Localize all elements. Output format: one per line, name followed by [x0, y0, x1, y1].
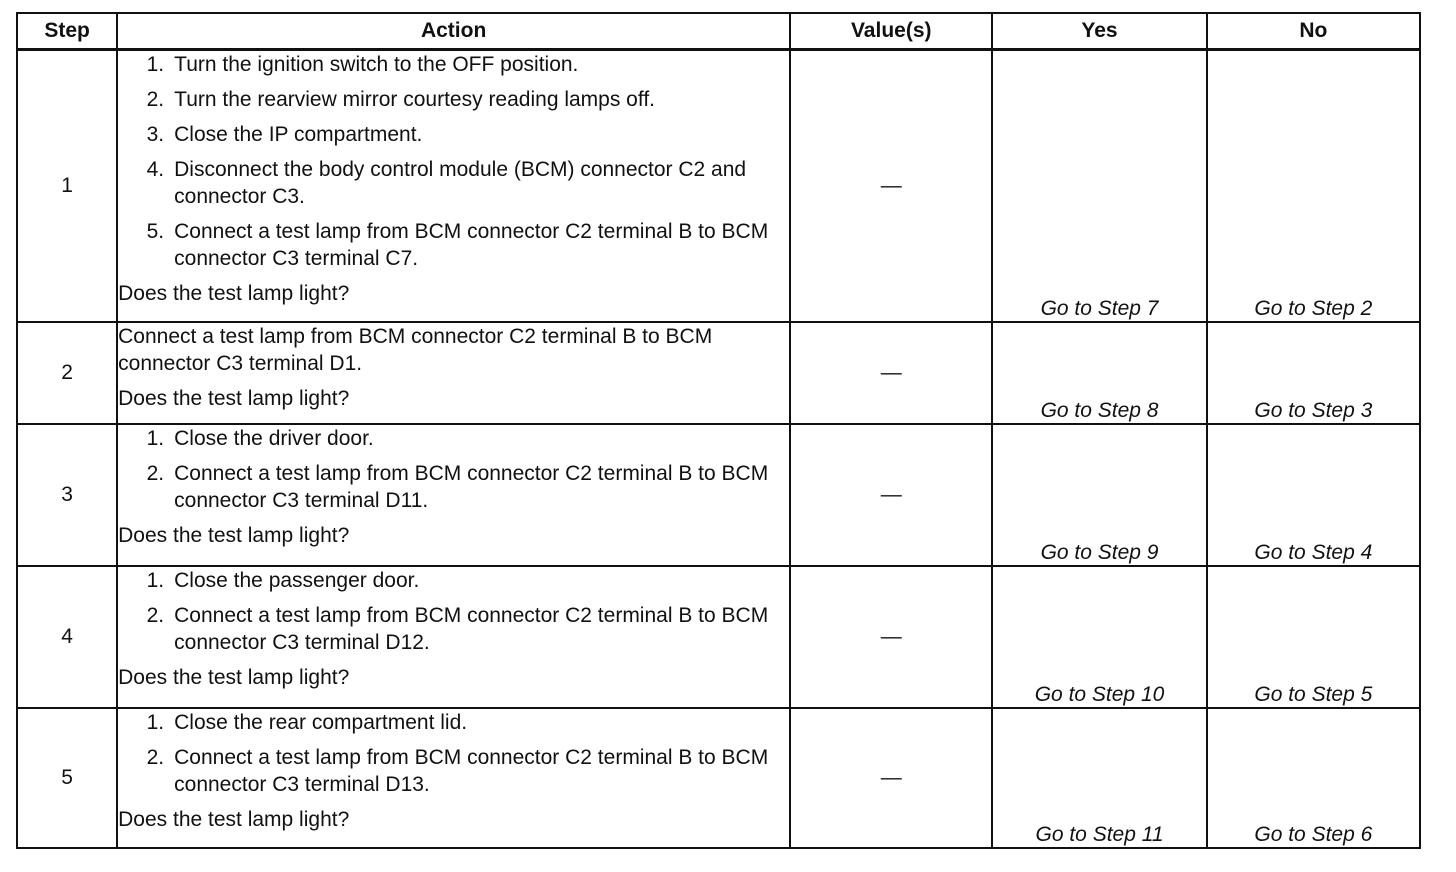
yes-link: Go to Step 10: [992, 566, 1206, 708]
step-number: 3: [17, 424, 117, 566]
action-item: 1. Close the passenger door.: [146, 569, 420, 592]
action-item: 1. Close the rear compartment lid.: [146, 711, 468, 734]
diagnostic-table: [16, 12, 1421, 849]
action-list: [118, 709, 789, 798]
no-header: No: [1207, 13, 1420, 50]
no-link: Go to Step 6: [1207, 708, 1420, 848]
yes-link: Go to Step 8: [992, 322, 1206, 424]
yes-link: Go to Step 9: [992, 424, 1206, 566]
action-question: Does the test lamp light?: [118, 524, 350, 547]
no-link: Go to Step 5: [1207, 566, 1420, 708]
action-cell: [117, 50, 790, 323]
action-cell: [117, 708, 790, 848]
action-item: 2. Connect a test lamp from BCM connector C2 terminal B to BCM connector C3 terminal D11.: [146, 462, 769, 512]
action-list: [118, 425, 789, 514]
no-link: Go to Step 3: [1207, 322, 1420, 424]
step-number: 5: [17, 708, 117, 848]
action-item: 2. Connect a test lamp from BCM connector C2 terminal B to BCM connector C3 terminal D12.: [146, 604, 769, 654]
action-item: 4. Disconnect the body control module (BCM) connector C2 and connector C3.: [146, 158, 747, 208]
table-row: [17, 708, 1420, 848]
action-item: 5. Connect a test lamp from BCM connector C2 terminal B to BCM connector C3 terminal C7.: [146, 220, 769, 270]
value-cell: —: [790, 424, 992, 566]
action-item: 2. Connect a test lamp from BCM connector C2 terminal B to BCM connector C3 terminal D13.: [146, 746, 769, 796]
action-question: Does the test lamp light?: [118, 808, 350, 831]
values-header: Value(s): [790, 13, 992, 50]
value-cell: —: [790, 566, 992, 708]
action-item: 1. Close the driver door.: [146, 427, 374, 450]
table-row: [17, 322, 1420, 424]
action-cell: [117, 566, 790, 708]
action-item: 1. Turn the ignition switch to the OFF position.: [146, 53, 579, 76]
table-row: [17, 424, 1420, 566]
table-row: [17, 566, 1420, 708]
action-item: 2. Turn the rearview mirror courtesy reading lamps off.: [146, 88, 655, 111]
yes-link: Go to Step 7: [992, 50, 1206, 323]
no-link: Go to Step 2: [1207, 50, 1420, 323]
step-number: 2: [17, 322, 117, 424]
value-cell: —: [790, 708, 992, 848]
action-question: Does the test lamp light?: [118, 387, 350, 410]
header-row: [17, 13, 1420, 50]
yes-link: Go to Step 11: [992, 708, 1206, 848]
action-cell: [117, 424, 790, 566]
action-cell: [117, 322, 790, 424]
yes-header: Yes: [992, 13, 1206, 50]
step-header: Step: [17, 13, 117, 50]
table-row: [17, 50, 1420, 323]
action-item: 3. Close the IP compartment.: [146, 123, 423, 146]
action-question: Does the test lamp light?: [118, 666, 350, 689]
action-question: Does the test lamp light?: [118, 282, 350, 305]
value-cell: —: [790, 322, 992, 424]
action-header: Action: [117, 13, 790, 50]
action-list: [118, 51, 789, 272]
step-number: 4: [17, 566, 117, 708]
action-list: [118, 567, 789, 656]
step-number: 1: [17, 50, 117, 323]
action-text: Connect a test lamp from BCM connector C2 terminal B to BCM connector C3 terminal D1.: [118, 325, 713, 375]
value-cell: —: [790, 50, 992, 323]
no-link: Go to Step 4: [1207, 424, 1420, 566]
